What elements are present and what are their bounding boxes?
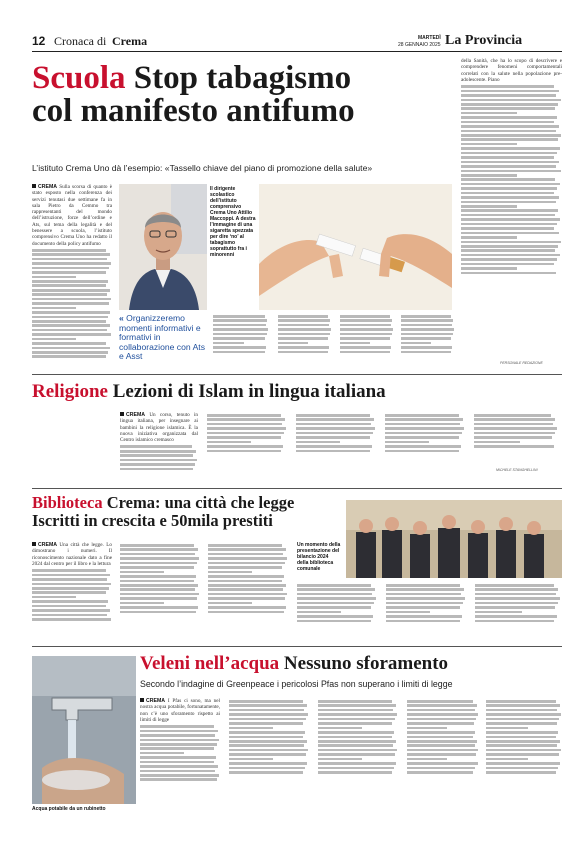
section-rule-3	[32, 646, 562, 647]
article-body-col-3	[296, 412, 376, 474]
headline-line-2: Iscritti in crescita e 50mila prestiti	[32, 511, 273, 530]
article-body-col-5	[486, 698, 562, 806]
pull-quote	[119, 314, 209, 362]
article-headline	[32, 62, 442, 128]
article-body-col-4	[385, 412, 465, 474]
greeked-text-lines	[474, 414, 558, 448]
greeked-text-lines	[475, 584, 561, 622]
article-body-col-1	[120, 412, 198, 474]
article-body-col-4	[407, 698, 479, 806]
article-body-col-2	[120, 542, 200, 646]
article-body-col-6	[475, 582, 561, 640]
section-prefix: Cronaca di	[54, 34, 107, 48]
dateline: CREMA	[126, 412, 146, 418]
cigarette-photo	[259, 184, 452, 310]
headline: Nessuno sforamento	[283, 653, 449, 674]
article-body-col-1	[140, 698, 220, 806]
article-subhead: L’istituto Crema Uno dà l’esempio: «Tassello chiave del piano di promozione della salute»	[32, 163, 373, 173]
article-body-col-5	[340, 313, 394, 370]
kicker: Religione	[32, 381, 108, 402]
photo-caption: Il dirigente scolastico dell’istituto comprensivo Crema Uno Attilio Maccoppi. A destra l’immagine di una sigaretta spezzata per dire ‘no’ al tabagismo soprattutto fra i minorenni	[210, 186, 256, 258]
section-rule-1	[32, 374, 562, 375]
greeked-text-lines	[120, 544, 200, 613]
article-body-col-3	[213, 313, 269, 370]
article-headline	[32, 380, 386, 404]
greeked-text-lines	[401, 315, 455, 353]
article-body-col-5	[474, 412, 558, 467]
article-body-col-1	[32, 184, 112, 369]
article-body-col-3	[208, 542, 288, 646]
greeked-text-lines	[296, 414, 376, 452]
greeked-text-lines	[32, 249, 112, 358]
dateline: CREMA	[38, 184, 58, 190]
article-veleni	[32, 652, 562, 812]
article-body-col-5	[386, 582, 466, 640]
article-body-intro: Sulla scorsa di quanto è stato esposto nella conferenza dei servizi tenutasi due settimane fa in sala Pietro da Cemmo tra rappresentanti del mondo dell’istruzione, forze dell’ordine e Ats, sul tema della legalità e del benessere a scuola, l’istituto comprensivo Crema Uno ha redatto il documento della policy antifumo	[32, 184, 112, 247]
article-scuola	[32, 58, 562, 378]
header-weekday: MARTEDÌ	[418, 35, 441, 41]
article-body-col-1	[32, 542, 112, 646]
greeked-text-lines	[385, 414, 465, 452]
kicker: Veleni nell’acqua	[140, 653, 280, 674]
article-body-col-6	[401, 313, 455, 370]
man-portrait-image	[119, 184, 207, 310]
greeked-text-lines	[140, 725, 220, 781]
portrait-photo	[119, 184, 207, 310]
photo-caption: Un momento della presentazione del bilancio 2024 della biblioteca comunale	[297, 542, 341, 572]
greeked-text-lines	[213, 315, 269, 353]
article-body-col-3	[318, 698, 398, 806]
article-subhead: Secondo l’indagine di Greenpeace i pericolosi Pfas non superano i limiti di legge	[140, 679, 453, 689]
dateline: CREMA	[38, 542, 58, 548]
section-city: Crema	[112, 34, 148, 48]
page-header	[32, 33, 562, 53]
greeked-text-lines	[32, 569, 112, 620]
kicker: Scuola	[32, 60, 126, 96]
article-body-intro: Una città che legge. Lo dimostrano i numeri. Il riconoscimento nazionale dato a fine 2024 dal centro per il libro e la lettura	[32, 542, 112, 567]
greeked-text-lines	[340, 315, 394, 353]
broken-cigarette-image	[259, 184, 452, 310]
article-body-col-4	[278, 313, 332, 370]
greeked-text-lines	[386, 584, 466, 622]
greeked-text-lines	[486, 700, 562, 774]
people-group-image	[346, 500, 562, 578]
right-col-tail: della Sanità, che ha lo scopo di descrivere e comprendere fenomeni comportamentali correlati con la salute nella popolazione pre-adolescente. Piano	[461, 58, 562, 83]
pull-quote-text: Organizzeremo momenti informativi e formativi in collaborazione con Ats e Asst	[119, 313, 205, 362]
article-signature: MICHELE STANGHELLINI	[496, 468, 538, 472]
article-signature: PERSONALE REDAZIONE	[500, 361, 543, 365]
article-body-intro: Un corso, tenuto in lingua italiana, per insegnare ai bambini la religione islamica. È la nuova iniziativa organizzata dal Centro islamico cremasco	[120, 412, 198, 444]
article-body-col-2	[207, 412, 287, 474]
headline: Lezioni di Islam in lingua italiana	[112, 381, 386, 402]
kicker: Biblioteca	[32, 493, 103, 512]
headline-line-1: Stop tabagismo	[133, 60, 352, 96]
masthead: La Provincia	[445, 33, 523, 48]
article-body-col-2	[229, 698, 309, 806]
quote-mark-icon: «	[119, 313, 124, 323]
article-religione	[32, 380, 562, 490]
greeked-text-lines	[208, 544, 288, 613]
greeked-text-lines	[461, 85, 562, 274]
greeked-text-lines	[297, 584, 377, 622]
headline-line-1: Crema: una città che legge	[106, 493, 295, 512]
page-number: 12	[32, 34, 46, 48]
header-rule	[32, 51, 562, 52]
dateline: CREMA	[146, 698, 166, 704]
article-body-intro: I Pfas ci sono, ma nel nostra acqua potabile, fortunatamente, non c’è uno sforamento rispetto ai limiti di legge	[140, 698, 220, 723]
article-biblioteca	[32, 494, 562, 644]
greeked-text-lines	[120, 445, 198, 470]
article-headline	[32, 494, 332, 530]
greeked-text-lines	[318, 700, 398, 774]
greeked-text-lines	[207, 414, 287, 452]
tap-photo	[32, 656, 136, 804]
article-headline	[140, 652, 448, 676]
section-rule-2	[32, 488, 562, 489]
greeked-text-lines	[278, 315, 332, 353]
article-body-col-4	[297, 582, 377, 640]
headline-line-2: col manifesto antifumo	[32, 93, 355, 129]
header-date: 28 GENNAIO 2025	[398, 42, 441, 48]
greeked-text-lines	[229, 700, 309, 774]
greeked-text-lines	[407, 700, 479, 774]
group-photo	[346, 500, 562, 578]
water-tap-image	[32, 656, 136, 804]
article-body-col-right	[461, 58, 562, 358]
photo-caption: Acqua potabile da un rubinetto	[32, 806, 106, 812]
